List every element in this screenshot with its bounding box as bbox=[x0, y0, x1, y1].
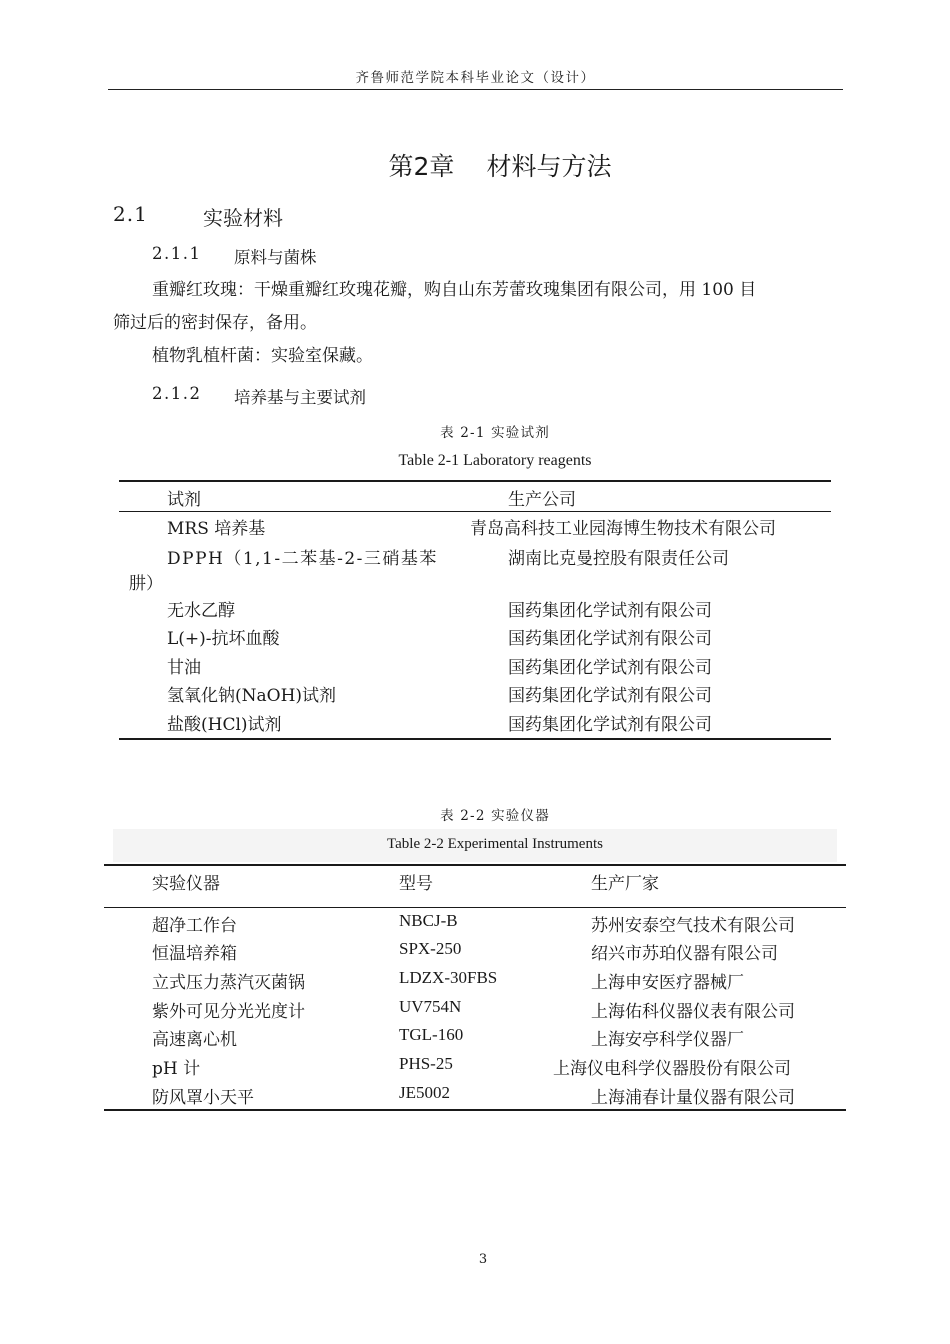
table1-header-reagent: 试剂 bbox=[167, 490, 201, 510]
table1-cell: 国药集团化学试剂有限公司 bbox=[508, 686, 712, 706]
table2-cell: LDZX-30FBS bbox=[399, 968, 498, 987]
table2-cell: NBCJ-B bbox=[399, 911, 458, 930]
table2-caption-en: Table 2-2 Experimental Instruments bbox=[387, 836, 603, 852]
table1-cell: DPPH（1,1-二苯基-2-三硝基苯 bbox=[167, 549, 438, 569]
table2-cell: SPX-250 bbox=[399, 939, 462, 958]
subsection-title: 培养基与主要试剂 bbox=[234, 388, 366, 407]
table2-cell: 立式压力蒸汽灭菌锅 bbox=[152, 973, 305, 993]
table2-cell: 上海仪电科学仪器股份有限公司 bbox=[553, 1059, 791, 1079]
table2-caption-cn: 表 2-2 实验仪器 bbox=[440, 808, 550, 824]
table2-cell: JE5002 bbox=[399, 1083, 450, 1102]
table2-cell: 绍兴市苏珀仪器有限公司 bbox=[591, 944, 778, 964]
table2-cell: 上海佑科仪器仪表有限公司 bbox=[591, 1002, 795, 1022]
header-rule bbox=[108, 89, 843, 90]
table1-cell: 国药集团化学试剂有限公司 bbox=[508, 658, 712, 678]
table1-cell: 盐酸(HCl)试剂 bbox=[167, 715, 282, 735]
subsection-heading-2-1-1 bbox=[0, 244, 950, 266]
table2-cell: 上海浦春计量仪器有限公司 bbox=[591, 1088, 795, 1108]
subsection-number: 2.1.1 bbox=[152, 244, 202, 263]
table1-cell: L(+)-抗坏血酸 bbox=[167, 629, 280, 649]
table1-cell-continuation: 肼） bbox=[129, 574, 163, 594]
section-heading-2-1 bbox=[0, 202, 950, 228]
table2-cell: 恒温培养箱 bbox=[152, 944, 237, 964]
subsection-heading-2-1-2 bbox=[0, 384, 950, 406]
table2-cell: pH 计 bbox=[152, 1059, 201, 1079]
paragraph-rose-line1: 重瓣红玫瑰：干燥重瓣红玫瑰花瓣，购自山东芳蕾玫瑰集团有限公司，用 100 目 bbox=[152, 280, 757, 300]
table1-cell: 湖南比克曼控股有限责任公司 bbox=[508, 549, 729, 569]
table2-top-rule bbox=[104, 864, 846, 866]
table1-top-rule bbox=[119, 480, 831, 482]
table2-header-instrument: 实验仪器 bbox=[152, 874, 220, 894]
paragraph-rose-line2: 筛过后的密封保存，备用。 bbox=[113, 313, 317, 333]
table1-header-rule bbox=[119, 511, 831, 512]
page-number: 3 bbox=[478, 1252, 488, 1267]
table2-cell: 上海安亭科学仪器厂 bbox=[591, 1030, 744, 1050]
chapter-number: 第2章 bbox=[388, 152, 455, 181]
table1-cell: 氢氧化钠(NaOH)试剂 bbox=[167, 686, 337, 706]
table1-cell: MRS 培养基 bbox=[167, 519, 266, 539]
chapter-title bbox=[0, 147, 950, 183]
table2-cell: 上海申安医疗器械厂 bbox=[591, 973, 744, 993]
chapter-name: 材料与方法 bbox=[486, 152, 612, 181]
table1-cell: 国药集团化学试剂有限公司 bbox=[508, 629, 712, 649]
subsection-title: 原料与菌株 bbox=[234, 248, 317, 267]
table2-cell: UV754N bbox=[399, 997, 462, 1016]
table2-bottom-rule bbox=[104, 1109, 846, 1111]
table1-cell: 国药集团化学试剂有限公司 bbox=[508, 601, 712, 621]
table1-caption-en: Table 2-1 Laboratory reagents bbox=[398, 452, 592, 469]
table1-cell: 无水乙醇 bbox=[167, 601, 235, 621]
table2-cell: 高速离心机 bbox=[152, 1030, 237, 1050]
table1-caption-cn: 表 2-1 实验试剂 bbox=[440, 425, 550, 441]
table1-cell: 甘油 bbox=[167, 658, 201, 678]
table1-cell: 国药集团化学试剂有限公司 bbox=[508, 715, 712, 735]
section-number: 2.1 bbox=[113, 202, 148, 226]
table2-cell: 苏州安泰空气技术有限公司 bbox=[591, 916, 795, 936]
table2-header-manufacturer: 生产厂家 bbox=[591, 874, 659, 894]
table1-bottom-rule bbox=[119, 738, 831, 740]
table2-header-model: 型号 bbox=[399, 874, 433, 894]
table2-cell: TGL-160 bbox=[399, 1025, 464, 1044]
table2-cell: 超净工作台 bbox=[152, 916, 237, 936]
table1-header-company: 生产公司 bbox=[508, 490, 576, 510]
table1-cell: 青岛高科技工业园海博生物技术有限公司 bbox=[470, 519, 776, 539]
section-title: 实验材料 bbox=[203, 206, 283, 230]
table2-cell: PHS-25 bbox=[399, 1054, 453, 1073]
subsection-number: 2.1.2 bbox=[152, 384, 202, 403]
table2-cell: 紫外可见分光光度计 bbox=[152, 1002, 305, 1022]
paragraph-lactobacillus: 植物乳植杆菌：实验室保藏。 bbox=[152, 346, 373, 366]
table2-header-rule bbox=[104, 907, 846, 908]
table2-cell: 防风罩小天平 bbox=[152, 1088, 254, 1108]
running-header: 齐鲁师范学院本科毕业论文（设计） bbox=[355, 70, 596, 86]
